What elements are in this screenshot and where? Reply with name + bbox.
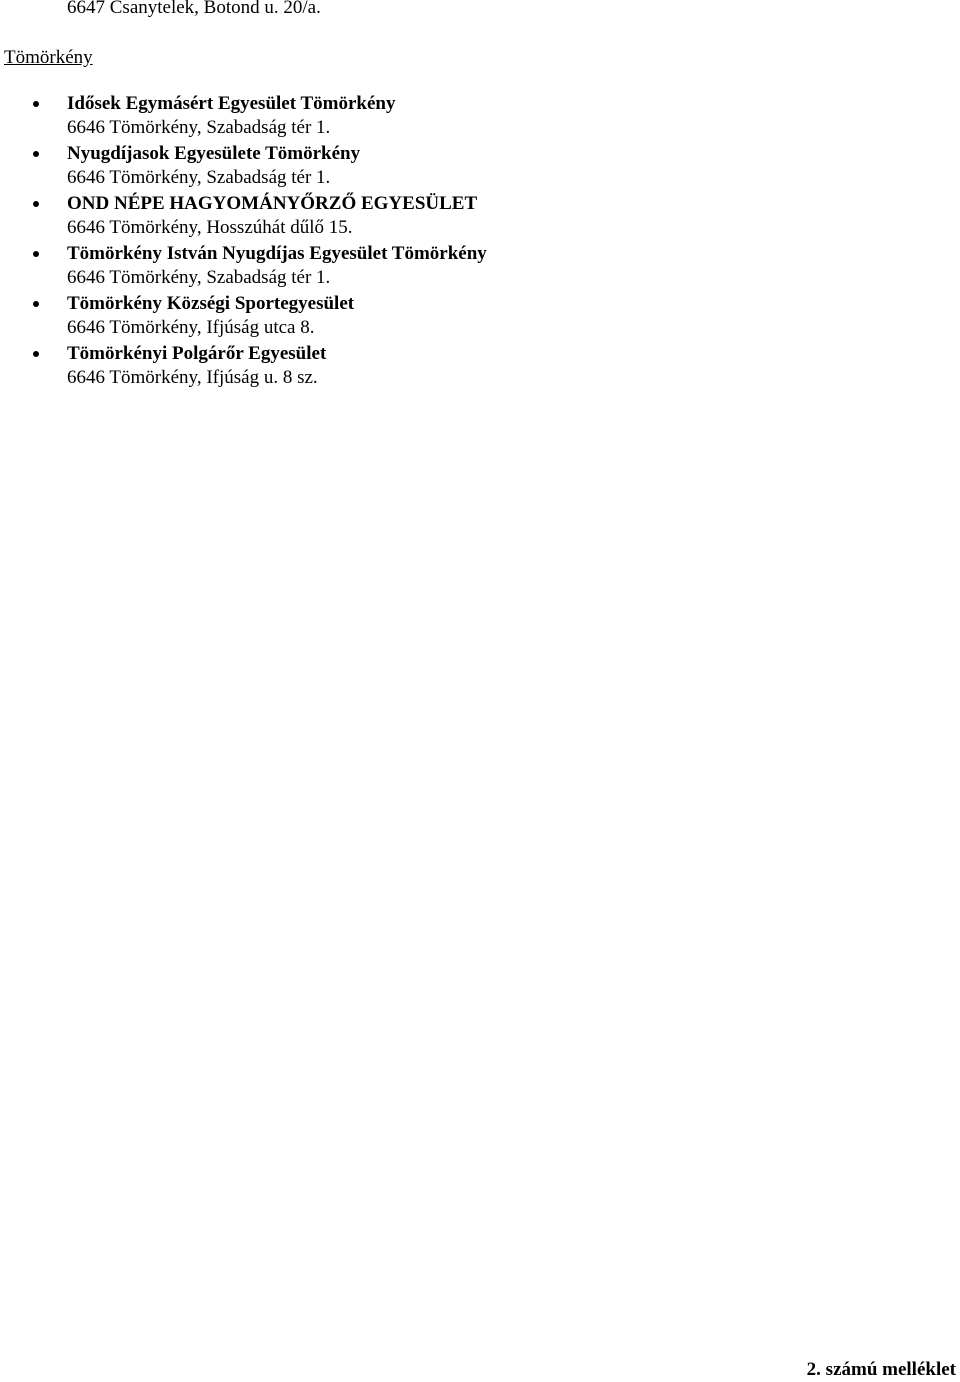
list-item [0,142,960,191]
organization-name: Nyugdíjasok Egyesülete Tömörkény [67,143,361,164]
organization-address: 6646 Tömörkény, Ifjúság u. 8 sz. [67,367,318,388]
annex-label: 2. számú melléklet [806,1359,956,1380]
bullet-icon [33,251,39,257]
organization-name: Idősek Egymásért Egyesület Tömörkény [67,93,396,114]
list-item [0,192,960,241]
list-item [0,292,960,341]
organization-name: Tömörkényi Polgárőr Egyesület [67,343,327,364]
bullet-icon [33,101,39,107]
bullet-icon [33,301,39,307]
organization-address: 6646 Tömörkény, Szabadság tér 1. [67,117,331,138]
section-heading-tomorkeny: Tömörkény [4,47,93,68]
organization-address: 6646 Tömörkény, Szabadság tér 1. [67,167,331,188]
list-item [0,242,960,291]
organization-address: 6646 Tömörkény, Szabadság tér 1. [67,267,331,288]
organization-name: OND NÉPE HAGYOMÁNYŐRZŐ EGYESÜLET [67,193,478,214]
list-item [0,92,960,141]
bullet-icon [33,351,39,357]
organization-name: Tömörkény Községi Sportegyesület [67,293,355,314]
organization-address: 6646 Tömörkény, Ifjúság utca 8. [67,317,315,338]
bullet-icon [33,201,39,207]
organization-name: Tömörkény István Nyugdíjas Egyesület Tömörkény [67,243,487,264]
top-address-line: 6647 Csanytelek, Botond u. 20/a. [67,0,321,18]
list-item [0,342,960,391]
bullet-icon [33,151,39,157]
organization-address: 6646 Tömörkény, Hosszúhát dűlő 15. [67,217,353,238]
organization-list [0,92,960,392]
